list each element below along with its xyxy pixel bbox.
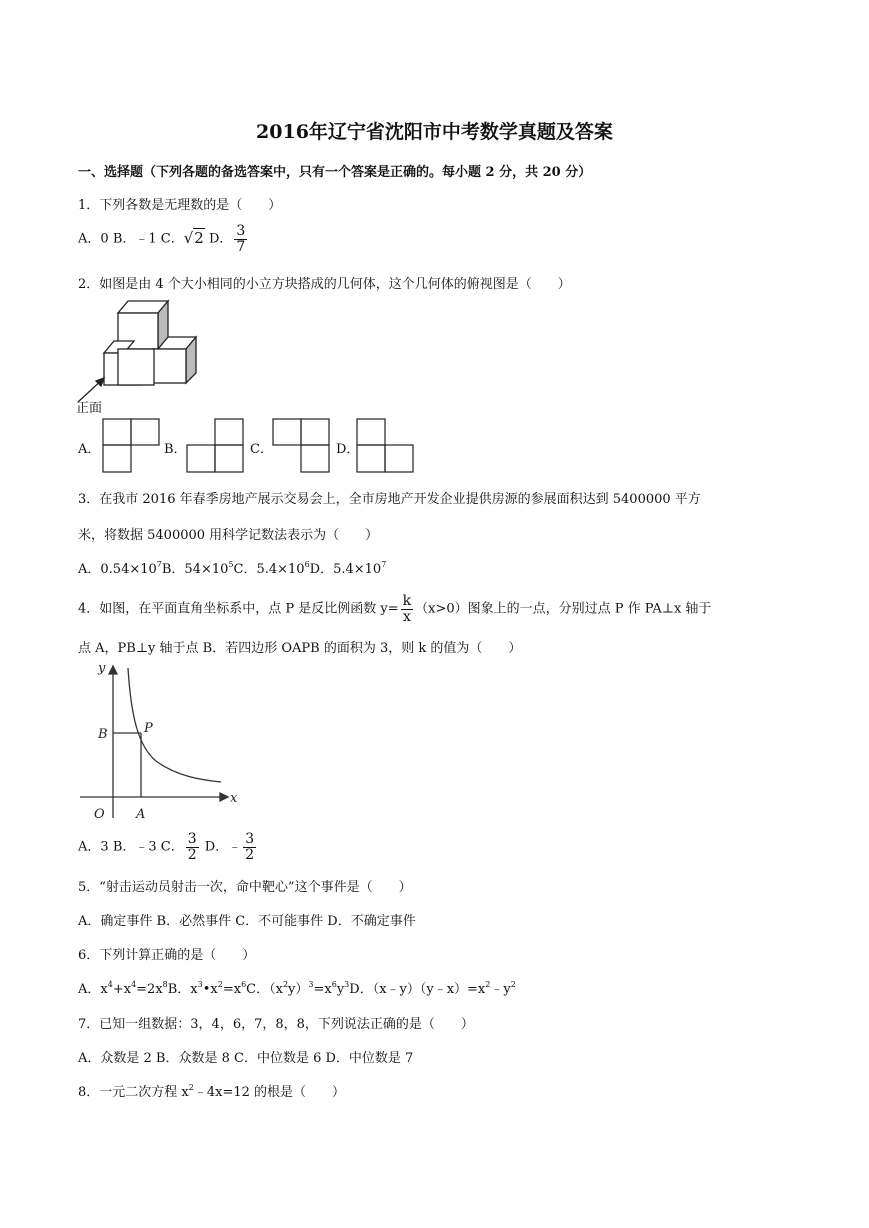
q3-option-d: D．5.4×10: [309, 562, 382, 577]
label-point-b: B: [98, 727, 108, 742]
q4-stem-part1: 4．如图，在平面直角坐标系中，点 P 是反比例函数 y=: [78, 601, 399, 617]
q3-option-c-exponent: 6: [304, 560, 310, 569]
q4-stem-part2: （x>0）图象上的一点，分别过点 P 作 PA⊥x 轴于: [415, 601, 712, 617]
question-3-options: [78, 558, 386, 577]
q1-option-c: C．: [160, 231, 184, 247]
q4-option-a: A．3: [78, 839, 109, 855]
front-label: 正面: [76, 401, 103, 416]
coordinate-graph: [76, 656, 244, 824]
question-5-stem: 5．“射击运动员射击一次，命中靶心”这个事件是（ ）: [78, 880, 412, 895]
label-x-axis: x: [230, 791, 238, 806]
q1-option-c-value: 2: [194, 228, 204, 247]
question-6-stem: 6．下列计算正确的是（ ）: [78, 948, 256, 963]
label-point-a: A: [136, 807, 146, 822]
q2-option-a-view: [102, 418, 160, 474]
question-1-stem: 1．下列各数是无理数的是（ ）: [78, 198, 282, 213]
question-5-options: A．确定事件 B．必然事件 C．不可能事件 D．不确定事件: [78, 914, 416, 929]
q2-option-b: B．: [164, 442, 187, 457]
q4-function-fraction: [401, 594, 413, 624]
q1-option-d: D．: [208, 231, 233, 247]
fraction-denominator: x: [402, 608, 411, 625]
question-6-options: A．$x^4+x^4=2x^8B$．$x^3•x^2=x^6C$．$(x^2y)^3=x^6y^3D$．$(x﹣y)(y﹣x)=x^2﹣y^2$: [78, 980, 516, 997]
q1-option-b: B．﹣1: [112, 231, 157, 247]
question-3-stem-line1: 3．在我市 2016 年春季房地产展示交易会上，全市房地产开发企业提供房源的参展面积达到 5400000 平方: [78, 492, 701, 507]
label-y-axis: y: [98, 661, 106, 676]
fraction-denominator: 7: [236, 238, 246, 255]
q3-option-a: A．0.54×10: [78, 562, 157, 577]
question-7-stem: 7．已知一组数据：3，4，6，7，8，8，下列说法正确的是（ ）: [78, 1017, 474, 1032]
label-point-p: P: [144, 721, 153, 736]
page-title: 2016年辽宁省沈阳市中考数学真题及答案: [256, 121, 613, 143]
fraction-numerator: 3: [245, 831, 255, 847]
fraction-numerator: 3: [187, 831, 197, 847]
q3-option-a-exponent: 7: [156, 560, 162, 569]
q4-option-b: B．﹣3: [112, 839, 157, 855]
q3-option-b-exponent: 5: [228, 560, 234, 569]
cube-stack-figure: [76, 298, 200, 416]
q3-option-b: B．54×10: [161, 562, 229, 577]
question-3-stem-line2: 米，将数据 5400000 用科学记数法表示为（ ）: [78, 528, 379, 543]
q8-stem-part1: 8．一元二次方程 x: [78, 1085, 189, 1100]
label-origin: O: [94, 807, 105, 822]
q3-option-d-exponent: 7: [381, 560, 387, 569]
q2-option-d: D．: [336, 442, 360, 457]
fraction-denominator: 2: [187, 846, 197, 863]
q4-option-d-fraction: [243, 832, 256, 862]
q2-option-c: C．: [250, 442, 273, 457]
q8-stem-part2: ﹣4x=12 的根是（ ）: [193, 1085, 346, 1100]
question-8-stem: [78, 1081, 345, 1100]
q2-option-c-view: [272, 418, 330, 474]
q3-option-c: C．5.4×10: [233, 562, 305, 577]
question-1-options: [78, 224, 249, 254]
sqrt-symbol: √2: [183, 228, 204, 247]
fraction-denominator: 2: [245, 846, 255, 863]
q2-option-a: A．: [78, 442, 101, 457]
q1-option-a: A．0: [78, 231, 109, 247]
question-2-stem: 2．如图是由 4 个大小相同的小立方块搭成的几何体，这个几何体的俯视图是（ ）: [78, 277, 571, 292]
q4-option-d: D．﹣: [204, 839, 242, 855]
q4-option-c: C．: [160, 839, 184, 855]
q8-exponent: 2: [188, 1083, 194, 1092]
fraction-numerator: 3: [236, 223, 246, 239]
question-4-stem-line1: [78, 594, 711, 624]
q2-option-d-view: [356, 418, 414, 474]
question-4-options: [78, 832, 258, 862]
q1-option-d-fraction: [234, 224, 247, 254]
section-heading: 一、选择题（下列各题的备选答案中，只有一个答案是正确的。每小题 2 分，共 20 分）: [78, 165, 592, 180]
question-4-stem-line2: 点 A，PB⊥y 轴于点 B．若四边形 OAPB 的面积为 3，则 k 的值为（ ）: [78, 641, 522, 656]
question-7-options: A．众数是 2 B．众数是 8 C．中位数是 6 D．中位数是 7: [78, 1051, 414, 1066]
q2-option-b-view: [186, 418, 244, 474]
q4-option-c-fraction: [186, 832, 199, 862]
fraction-numerator: k: [402, 593, 412, 609]
